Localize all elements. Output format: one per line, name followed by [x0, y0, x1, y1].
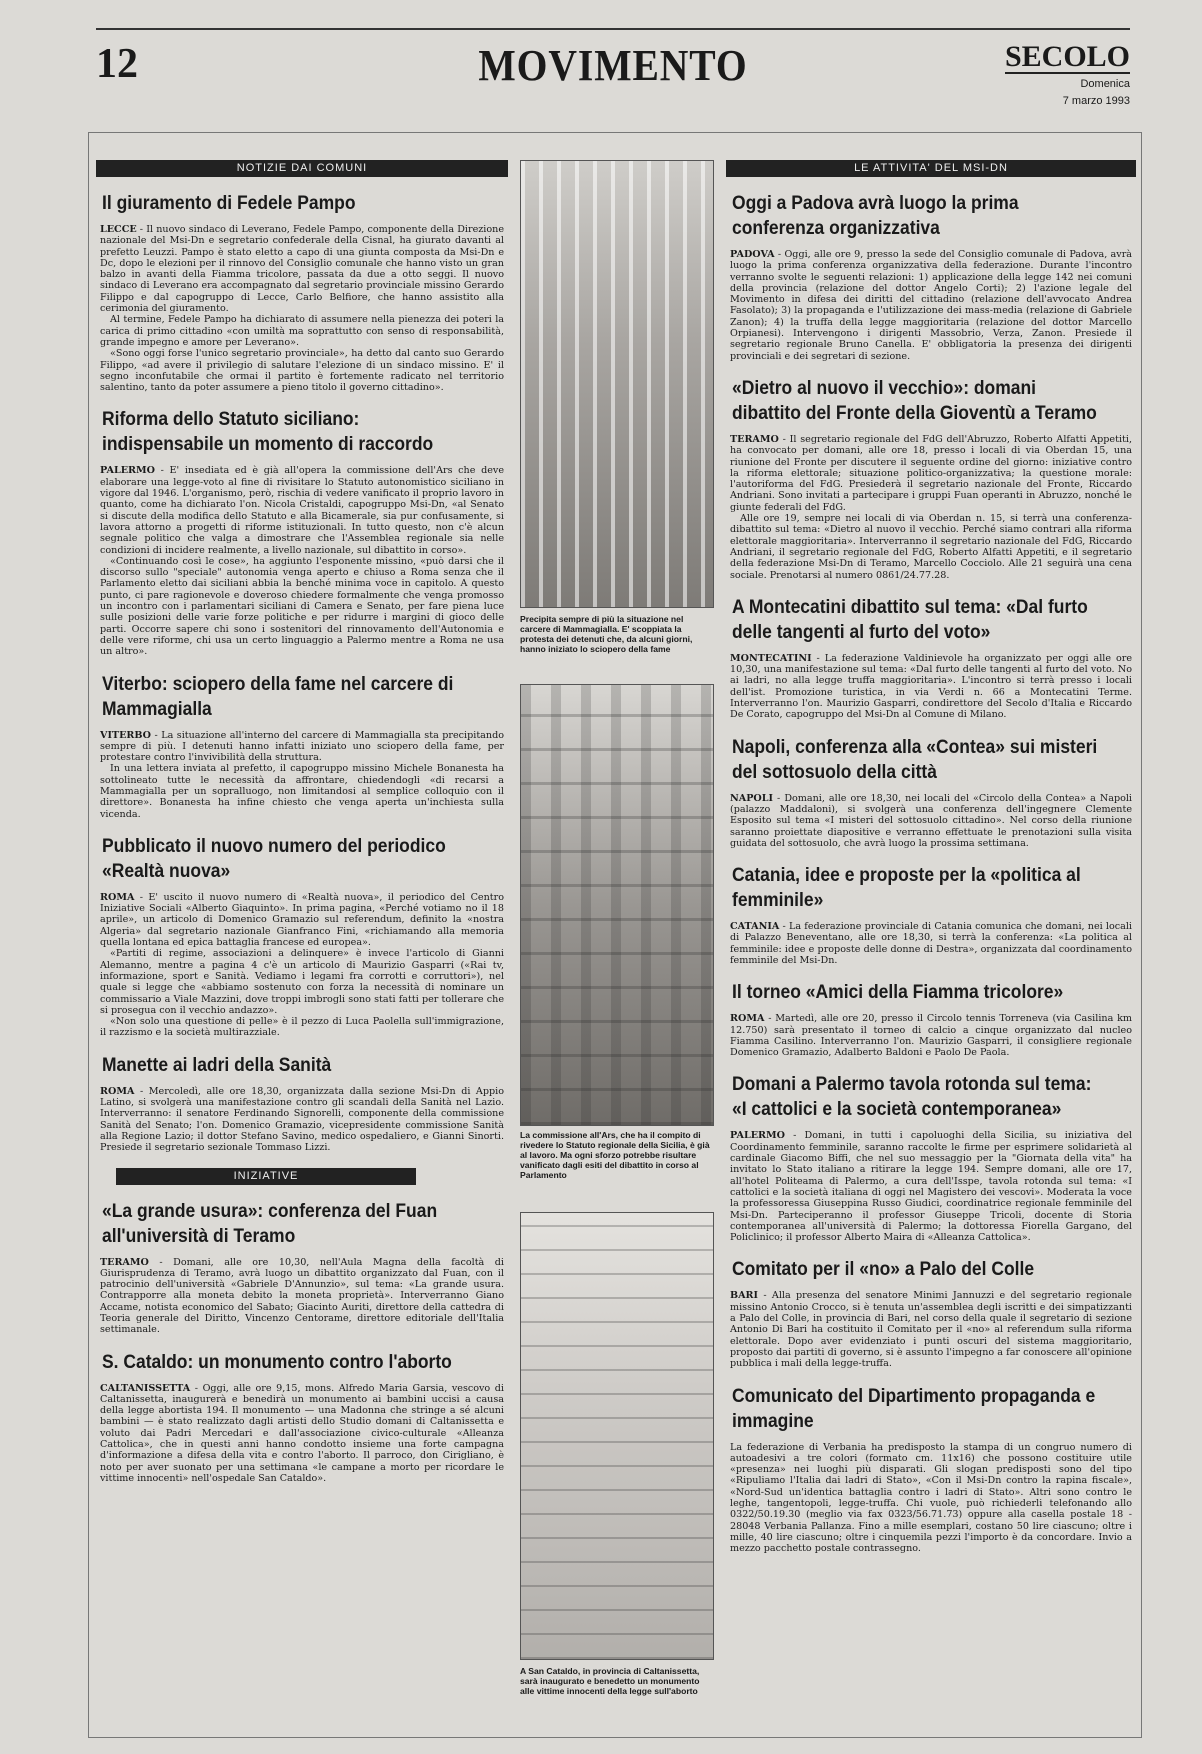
article-body — [100, 1383, 504, 1485]
paragraph: - La federazione Valdinievole ha organizzato per oggi alle ore 10,30, una manifestazione sul tema: «Dal furto delle tangenti al furto del voto. No ai ladri, no alla legge truffa maggioritaria». L'incontro si terrà presso i locali dell'ist. Promozione turistica, in via Verdi n. 66 a Montecatini Terme. Interverranno l'on. Maurizio Gasparri, condirettore del Secolo d'Italia e Riccardo De Corato, capogruppo del Msi-Dn al Comune di Milano. — [730, 652, 1132, 721]
newspaper-logo: SECOLO — [1004, 40, 1130, 73]
masthead — [1005, 42, 1130, 108]
photo-caption: A San Cataldo, in provincia di Caltanissetta, sarà inaugurato e benedetto un monumento alle vittime innocenti della legge sull'aborto — [520, 1666, 700, 1696]
paragraph: «Continuando così le cose», ha aggiunto l'esponente missino, «può darsi che il discorso sullo "speciale" autonomia venga aperto e chiuso a Roma senza che il Parlamento eletto dai siciliani abbia la benché minima voce in capitolo. A questo punto, ci pare ragionevole e doveroso chiedere formalmente che venga promosso un incontro con i parlamentari siciliani di Camera e Senato, per fare piena luce sulle posizioni delle varie forze politiche e per ridurre i margini di gioco delle parti. Occorre sapere chi sono i sostenitori del rinnovamento dell'Autonomia e delle vere riforme, chi usa un certo linguaggio a Palermo mentre a Roma ne usa un altro». — [100, 555, 504, 658]
paragraph: - La situazione all'interno del carcere di Mammagialla sta precipitando sempre di più. I detenuti hanno infatti iniziato uno sciopero della fame, per protestare contro l'invivibilità della struttura. — [100, 729, 504, 764]
dateline: ROMA — [730, 1013, 765, 1025]
article-statuto — [96, 407, 508, 657]
article-catania — [726, 863, 1136, 966]
dateline: ROMA — [100, 891, 135, 903]
article-body — [100, 1257, 504, 1336]
paragraph: - Alla presenza del senatore Minimi Jannuzzi e del segretario regionale missino Antonio Crocco, si è tenuta un'assemblea degli iscritti e dei simpatizzanti a Palo del Colle, in provincia di Bari, nel corso della quale il segretario di sezione Antonio Di Bari ha costituito il Comitato per il «no» al referendum sulla riforma elettorale. Dopo aver evidenziato i punti oscuri del sistema maggioritario, proposto dai partiti di governo, si è assunto l'impegno a far conoscere all'opinione pubblica i mali della legge-truffa. — [730, 1290, 1132, 1370]
photo-caption: La commissione all'Ars, che ha il compito di rivedere lo Statuto regionale della Sicilia, è già al lavoro. Ma ogni sforzo potrebbe risultare vanificato dagli esiti del dibattito in corso al Parlamento — [520, 1130, 710, 1180]
paragraph: - Domani, alle ore 18,30, nei locali del «Circolo della Contea» a Napoli (palazzo Maddaloni), si svolgerà una conferenza dell'ingegnere Clemente Esposito sul tema «I misteri del sottosuolo cittadino». Nel corso della riunione saranno proiettate diapositive e verranno effettuate le prenotazioni sulla visita guidata del sottosuolo, che avrà luogo la prossima settimana. — [730, 792, 1132, 849]
dateline: TERAMO — [100, 1256, 149, 1268]
paragraph: «Non solo una questione di pelle» è il pezzo di Luca Paolella sull'immigrazione, il razzismo e la società multirazziale. — [100, 1016, 504, 1039]
article-body — [730, 1130, 1132, 1243]
article-napoli — [726, 735, 1136, 849]
photo-palazzo — [520, 684, 714, 1126]
paragraph: Alle ore 19, sempre nei locali di via Oberdan n. 15, si terrà una conferenza-dibattito sul tema: «Dietro al nuovo il vecchio. Perché siamo contrari alla riforma elettorale maggioritaria». Interverranno il segretario nazionale del FdG, Riccardo Andriani, il segretario regionale del FdG, Roberto Alfatti Appetiti, e il segretario della federazione Msi-Dn di Teramo, Marcello Cocciolo. Alle 21 seguirà una cena sociale. Prenotarsi al numero 0861/24.77.28. — [730, 513, 1132, 581]
headline: Viterbo: sciopero della fame nel carcere di Mammagialla — [102, 673, 454, 720]
section-bar-iniziative: INIZIATIVE — [116, 1168, 416, 1185]
paragraph: Al termine, Fedele Pampo ha dichiarato di assumere nella pienezza dei poteri la carica di primo cittadino «con umiltà ma soprattutto con senso di responsabilità, grande impegno e amore per Leverano». — [100, 314, 504, 348]
headline: Il torneo «Amici della Fiamma tricolore» — [732, 982, 1064, 1004]
article-pampo — [96, 191, 508, 393]
article-body — [100, 224, 504, 393]
paragraph: «Sono oggi forse l'unico segretario provinciale», ha detto dal canto suo Gerardo Filippo, «ad avere il privilegio di salutare l'elezione di un sindaco missino. E' il segno inconfutabile che ormai il partito è fortemente radicato nel territorio salentino, tanto da poter assumere a pieno titolo il governo cittadino». — [100, 348, 504, 394]
dateline: PADOVA — [730, 249, 775, 260]
section-bar-attivita: LE ATTIVITA' DEL MSI-DN — [726, 160, 1136, 177]
paragraph: - Oggi, alle ore 9,15, mons. Alfredo Maria Garsia, vescovo di Caltanissetta, inaugurerà e benedirà un monumento ai bambini uccisi a causa della legge abortista 194. Il monumento — una Madonna che stringe a sé alcuni bambini — è stato realizzato dagli artisti dello Studio domani di Caltanissetta e voluto dai Padri Mercedari e dall'associazione civico-culturale «Alleanza Cattolica», che in questi anni hanno condotto insieme una forte campagna d'informazione a difesa della vita e contro l'aborto. Il parroco, don Cirigliano, è noto per aver suonato per una settimana «le campane a morto per ricordare le vittime innocenti» nell'ospedale San Cataldo». — [100, 1382, 504, 1484]
dateline: BARI — [730, 1290, 759, 1302]
article-padova — [726, 191, 1136, 362]
article-body — [100, 465, 504, 657]
page-number: 12 — [96, 41, 138, 87]
article-palermo-cattolici — [726, 1072, 1136, 1243]
paragraph: - E' insediata ed è già all'opera la commissione dell'Ars che deve elaborare una legge-voto al fine di rivisitare lo Statuto autonomistico siciliano in vigore dal 1946. L'organismo, però, rischia di vedere vanificato il proprio lavoro in quanto, come ha dichiarato l'on. Nicola Cristaldi, capogruppo Msi-Dn, «al Senato si discute della modifica dello Statuto e alla Bicamerale, sia pur confusamente, si lavora attorno a progetti di riforme istituzionali. In tutto questo, non c'è alcun segnale politico che valga a dimostrare che l'Assemblea regionale sia nelle condizioni di incidere realmente, a livello nazionale, sul dibattito in corso». — [100, 465, 504, 556]
article-comunicato — [726, 1384, 1136, 1555]
dateline: CATANIA — [730, 921, 780, 933]
headline: S. Cataldo: un monumento contro l'aborto — [102, 1351, 452, 1373]
headline: Comunicato del Dipartimento propaganda e immagine — [732, 1385, 1096, 1432]
article-palo-del-colle — [726, 1257, 1136, 1369]
article-body — [730, 653, 1132, 721]
dateline: VITERBO — [100, 729, 151, 741]
headline: Manette ai ladri della Sanità — [102, 1054, 332, 1076]
issue-date: 7 marzo 1993 — [1062, 95, 1130, 108]
headline: «Dietro al nuovo il vecchio»: domani dibattito del Fronte della Gioventù a Teramo — [732, 377, 1097, 424]
section-title: MOVIMENTO — [478, 41, 748, 90]
article-body — [100, 892, 504, 1039]
article-body — [730, 1013, 1132, 1058]
dateline: NAPOLI — [730, 792, 774, 804]
article-realta-nuova — [96, 834, 508, 1039]
article-body — [730, 793, 1132, 849]
left-column — [96, 160, 508, 1498]
headline: Domani a Palermo tavola rotonda sul tema: «I cattolici e la società contemporanea» — [732, 1074, 1092, 1121]
article-teramo-fdg — [726, 376, 1136, 581]
article-body — [730, 921, 1132, 966]
headline: Riforma dello Statuto siciliano: indispensabile un momento di raccordo — [102, 409, 434, 456]
photo-poster — [520, 1212, 714, 1660]
page-header — [96, 28, 1130, 112]
paragraph: - Oggi, alle ore 9, presso la sede del Consiglio comunale di Padova, avrà luogo la prima conferenza organizzativa della federazione. Durante l'incontro verranno svolte le seguenti relazioni: 1) applicazione della legge 142 nei comuni della provincia (relazione del dottor Angelo Corti); 2) l'azione legale del Movimento in difesa dei diritti del cittadino (relazione dell'avvocato Andrea Fasolato); 3) la propaganda e l'utilizzazione dei mass-media (relazione di Gabriele Zanon); 4) la truffa della legge maggioritaria (relazione del dottor Marcello Orpianesi). Intervengono i dirigenti Massobrio, Verza, Zanon. Presiede il segretario regionale Bruno Canella. E' obbligatoria la presenza dei dirigenti provinciali e dei segretari di sezione. — [730, 249, 1132, 362]
photo-prison-bars — [520, 160, 714, 608]
paragraph: - E' uscito il nuovo numero di «Realtà nuova», il periodico del Centro Iniziative Sociali «Alberto Giaquinto». In prima pagina, «Perché votiamo no il 18 aprile», un articolo di Domenico Gramazio sul referendum, definito la «nostra Algeria» dal segretario nazionale Gianfranco Fini, «richiamando alla memoria quella lontana ed epica battaglia francese ed europea». — [100, 891, 504, 949]
article-san-cataldo — [96, 1350, 508, 1485]
article-body — [730, 1290, 1132, 1369]
headline: Oggi a Padova avrà luogo la prima conferenza organizzativa — [732, 193, 1019, 239]
article-body — [730, 434, 1132, 581]
issue-day: Domenica — [1080, 78, 1130, 90]
headline: Napoli, conferenza alla «Contea» sui misteri del sottosuolo della città — [732, 736, 1098, 783]
dateline: PALERMO — [100, 465, 155, 477]
article-body — [730, 1442, 1132, 1555]
article-usura — [96, 1199, 508, 1336]
article-body — [100, 1086, 504, 1154]
dateline: PALERMO — [730, 1130, 785, 1142]
paragraph: - Il segretario regionale del FdG dell'Abruzzo, Roberto Alfatti Appetiti, ha convocato per domani, alle ore 18, presso i locali di via Oberdan 15, una riunione del Fronte per discutere il seguente ordine del giorno: iniziative contro la riforma elettorale; situazione politico-organizzativa; la questione morale: l'autoriforma del FdG. Presiederà il segretario nazionale del Fronte, Riccardo Andriani. Sono invitati a partecipare i gruppi Fuan operanti in Abruzzo, nonché le giunte federali del FdG. — [730, 433, 1132, 513]
headline: Pubblicato il nuovo numero del periodico «Realtà nuova» — [102, 835, 446, 882]
paragraph: - Domani, alle ore 10,30, nell'Aula Magna della facoltà di Giurisprudenza di Teramo, avrà luogo un dibattito organizzato dal Fuan, con il patrocinio dell'università «Gabriele D'Annunzio», sul tema: «La grande usura. Contrapporre alla moneta debito la moneta proprietà». Interverranno Giano Accame, notista economico del Sabato; Giacinto Auriti, direttore della cattedra di Teoria generale del Diritto, Vincenzo Centorame, direttore editoriale dell'Italia settimanale. — [100, 1256, 504, 1336]
paragraph: - Martedì, alle ore 20, presso il Circolo tennis Torreneva (via Casilina km 12.750) sarà presentato il torneo di calcio a cinque organizzato dal nucleo Fiamma Casilino. Interverranno l'on. Maurizio Gasparri, il consigliere regionale Domenico Gramazio, Adalberto Baldoni e Paolo De Paola. — [730, 1013, 1132, 1059]
dateline: CALTANISSETTA — [100, 1382, 191, 1394]
paragraph: - La federazione provinciale di Catania comunica che domani, nei locali di Palazzo Beneventano, alle ore 18,30, si terrà la conferenza: «La politica al femminile: idee e proposte delle donne di Destra», organizzata dal coordinamento femminile del Msi-Dn. — [730, 921, 1132, 966]
headline: A Montecatini dibattito sul tema: «Dal furto delle tangenti al furto del voto» — [732, 596, 1088, 643]
article-body — [100, 730, 504, 820]
paragraph: - Mercoledì, alle ore 18,30, organizzata dalla sezione Msi-Dn di Appio Latino, si svolgerà una manifestazione contro gli scandali della Sanità nel Lazio. Interverranno: il senatore Ferdinando Signorelli, componente della commissione Sanità del Senato; l'on. Domenico Gramazio, vicepresidente commissione Sanità alla Regione Lazio; il dottor Stefano Savino, medico ospedaliero, e Gianni Sinorti. Presiede il segretario sezionale Tommaso Lizzi. — [100, 1085, 504, 1154]
paragraph: «Partiti di regime, associazioni a delinquere» è invece l'articolo di Gianni Alemanno, mentre a pagina 4 c'è un articolo di Maurizio Gasparri («Rai tv, informazione, sport e Sanità. Vediamo i legami fra corrotti e corruttori»), nel quale si legge che «abbiamo sostenuto con forza la necessità di nominare un commissario a Viale Mazzini, dove troppi imbrogli sono stati fatti per tollerare che si prosegua con il vecchio andazzo». — [100, 948, 504, 1016]
article-torneo — [726, 980, 1136, 1058]
dateline: MONTECATINI — [730, 652, 812, 664]
article-sanita — [96, 1053, 508, 1154]
headline: Il giuramento di Fedele Pampo — [102, 193, 356, 214]
photo-caption: Precipita sempre di più la situazione nel carcere di Mammagialla. E' scoppiata la protesta dei detenuti che, da alcuni giorni, hanno iniziato lo sciopero della fame — [520, 614, 693, 654]
dateline: LECCE — [100, 224, 137, 235]
section-bar-notizie: NOTIZIE DAI COMUNI — [96, 160, 508, 177]
article-body — [730, 249, 1132, 362]
headline: Comitato per il «no» a Palo del Colle — [732, 1259, 1035, 1281]
dateline: TERAMO — [730, 433, 779, 445]
paragraph: In una lettera inviata al prefetto, il capogruppo missino Michele Bonanesta ha sottolineato tutte le necessità da affrontare, chiedendogli «di recarsi a Mammagialla per un sopralluogo, non limitandosi al semplice colloquio con il direttore». Bonanesta ha infine chiesto che venga aperta un'inchiesta sulla vicenda. — [100, 763, 504, 820]
right-column — [726, 160, 1136, 1568]
headline: Catania, idee e proposte per la «politica al femminile» — [732, 865, 1081, 912]
paragraph: La federazione di Verbania ha predisposto la stampa di un congruo numero di autoadesivi a tre colori (formato cm. 11x16) che possono costituire utile «presenza» nei luoghi più disparati. Gli slogan predisposti sono del tipo «Ripuliamo l'Italia dai ladri di Stato», «Con il Msi-Dn contro la rapina fiscale», «Nord-Sud un'identica battaglia contro i ladri di Stato». Altri sono contro le leghe, tangentopoli, legge-truffa. Chi vuole, può richiederli telefonando allo 0322/50.19.30 (meglio via fax 0323/56.71.73) oppure alla casella postale 18 - 28048 Verbania Pallanza. Fino a mille esemplari, costano 50 lire ciascuno; oltre i mille, 40 lire ciascuno; oltre i cinquemila pezzi l'importo è da concordare. Invio a mezzo pacchetto postale contrassegno. — [730, 1441, 1132, 1555]
headline: «La grande usura»: conferenza del Fuan all'università di Teramo — [102, 1200, 438, 1247]
paragraph: - Il nuovo sindaco di Leverano, Fedele Pampo, componente della Direzione nazionale del Msi-Dn e segretario confederale della Cisnal, ha giurato davanti al prefetto Leuzzi. Pampo è stato eletto a capo di una giunta composta da Msi-Dn e Dc, dopo le elezioni per il rinnovo del Consiglio comunale che hanno visto un gran balzo in avanti della Fiamma tricolore, passata da due a otto seggi. Il nuovo sindaco di Leverano era accompagnato dal segretario provinciale missino Gerardo Filippo e dal capogruppo di Lecce, Carlo Belfiore, che hanno assistito alla cerimonia del giuramento. — [100, 224, 504, 315]
dateline: ROMA — [100, 1085, 135, 1097]
article-montecatini — [726, 595, 1136, 721]
article-viterbo — [96, 672, 508, 820]
paragraph: - Domani, in tutti i capoluoghi della Sicilia, su iniziativa del Coordinamento femminile, saranno raccolte le firme per esprimere solidarietà al cardinale Giacomo Biffi, che nel suo messaggio per la "Giornata della vita" ha invitato lo Stato italiano a ritirare la legge 194. Sempre domani, alle ore 17, all'hotel Politeama di Palermo, a cura dell'Isspe, tavola rotonda sul tema: «I cattolici e la società italiana di oggi nel Magistero dei vescovi». Moderata la voce la professoressa Giuseppina Russo Giudici, coordinatrice regionale femminile del Msi-Dn. Parteciperanno il professor Giuseppe Tricoli, docente di Storia contemporanea all'università di Palermo; la dottoressa Fiorella Gargano, del Policlinico; il professor Alberto Maira di «Alleanza Cattolica». — [730, 1130, 1132, 1244]
